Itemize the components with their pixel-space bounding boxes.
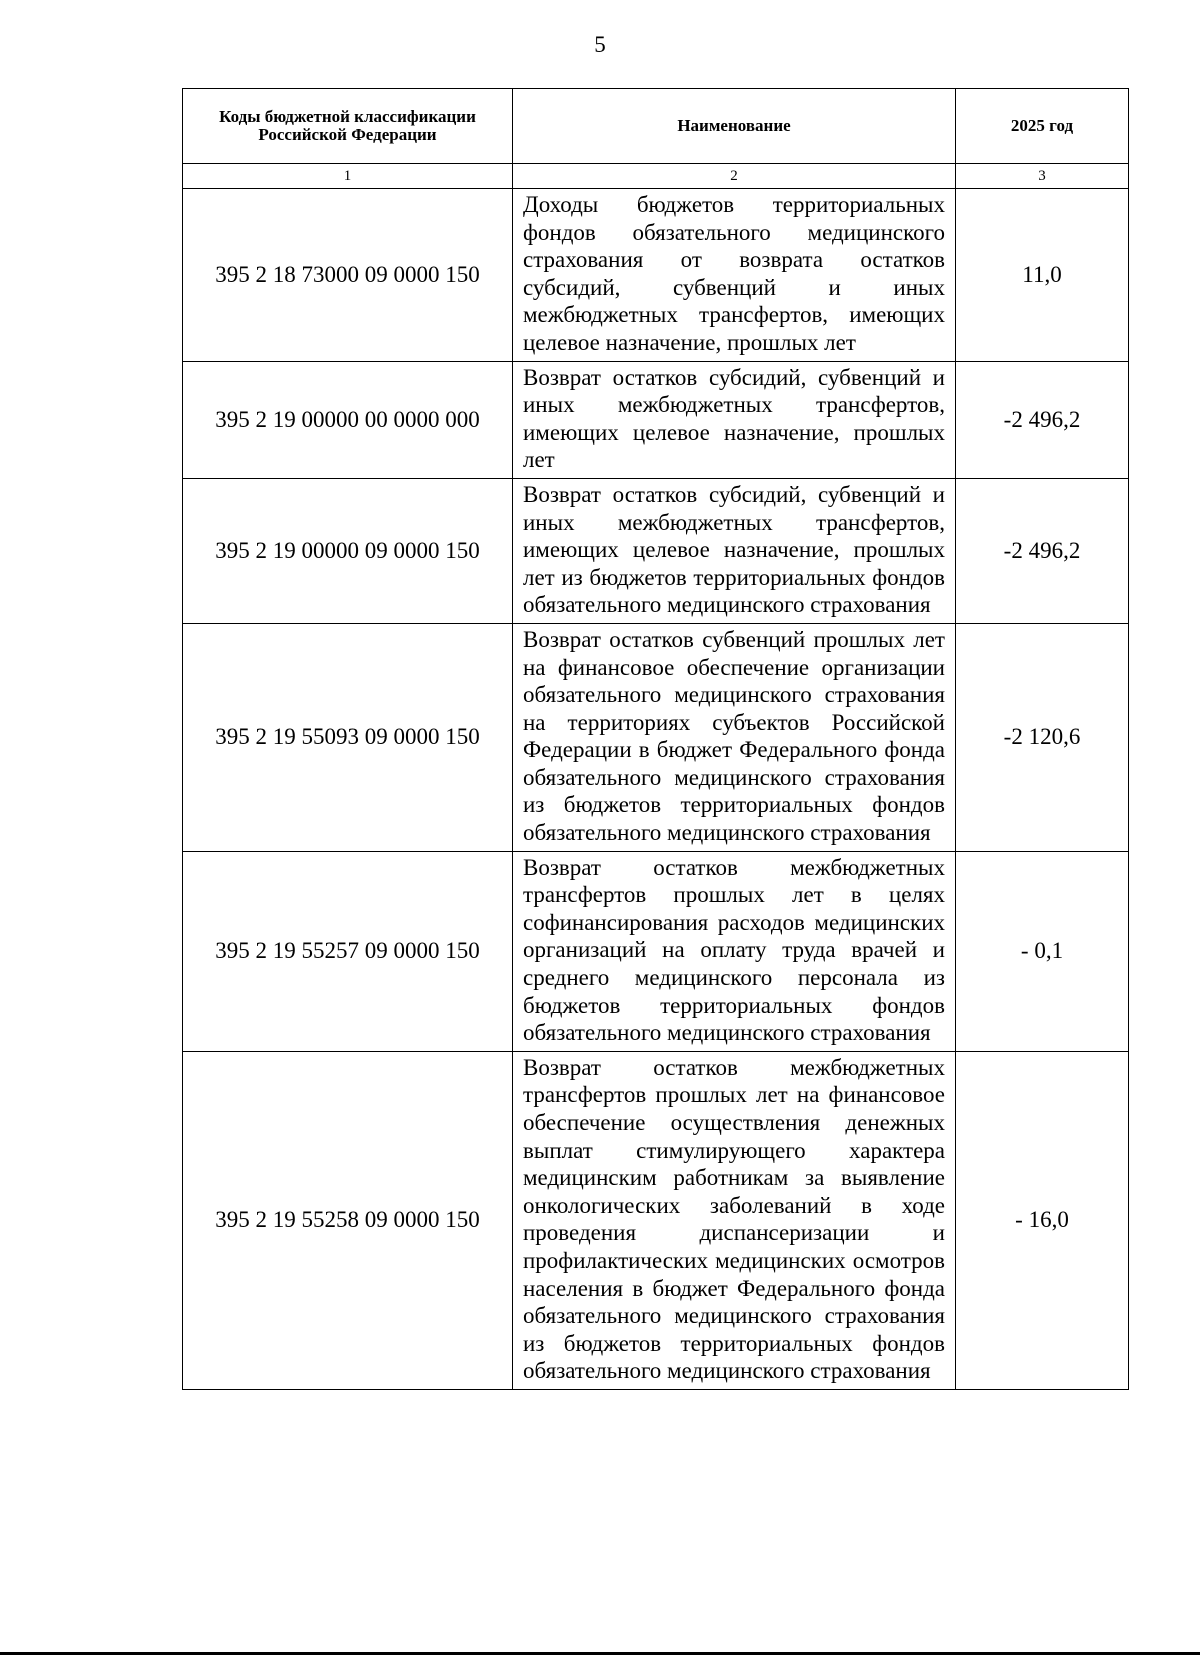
item-name: Возврат остатков межбюджетных трансфертов прошлых лет на финансовое обеспечение осуществления денежных выплат стимулирующего характера медицинским работникам за выявление онкологических заболеваний в ходе проведения диспансеризации и профилактических медицинских осмотров населения в бюджет Федерального фонда обязательного медицинского страхования из бюджетов территориальных фондов обязательного медицинского страхования [513, 1051, 956, 1389]
amount-2025: - 16,0 [956, 1051, 1129, 1389]
item-name: Возврат остатков субвенций прошлых лет на финансовое обеспечение организации обязательного медицинского страхования на территориях субъектов Российской Федерации в бюджет Федерального фонда обязательного медицинского страхования из бюджетов территориальных фондов обязательного медицинского страхования [513, 623, 956, 851]
table-row [183, 478, 1129, 623]
amount-2025: -2 120,6 [956, 623, 1129, 851]
amount-2025: 11,0 [956, 189, 1129, 362]
table-row [183, 851, 1129, 1051]
item-name: Возврат остатков субсидий, субвенций и иных межбюджетных трансфертов, имеющих целевое назначение, прошлых лет [513, 361, 956, 478]
header-name: Наименование [513, 89, 956, 164]
table-row [183, 1051, 1129, 1389]
item-name: Возврат остатков межбюджетных трансфертов прошлых лет в целях софинансирования расходов медицинских организаций на оплату труда врачей и среднего медицинского персонала из бюджетов территориальных фондов обязательного медицинского страхования [513, 851, 956, 1051]
table-row [183, 623, 1129, 851]
column-number: 2 [513, 164, 956, 189]
amount-2025: -2 496,2 [956, 478, 1129, 623]
budget-code: 395 2 19 55257 09 0000 150 [183, 851, 513, 1051]
budget-code: 395 2 18 73000 09 0000 150 [183, 189, 513, 362]
header-year: 2025 год [956, 89, 1129, 164]
amount-2025: - 0,1 [956, 851, 1129, 1051]
item-name: Возврат остатков субсидий, субвенций и иных межбюджетных трансфертов, имеющих целевое назначение, прошлых лет из бюджетов территориальных фондов обязательного медицинского страхования [513, 478, 956, 623]
budget-code: 395 2 19 55258 09 0000 150 [183, 1051, 513, 1389]
amount-2025: -2 496,2 [956, 361, 1129, 478]
table-row [183, 361, 1129, 478]
column-number-row [183, 164, 1129, 189]
budget-code: 395 2 19 00000 00 0000 000 [183, 361, 513, 478]
budget-code: 395 2 19 55093 09 0000 150 [183, 623, 513, 851]
item-name: Доходы бюджетов территориальных фондов обязательного медицинского страхования от возврата остатков субсидий, субвенций и иных межбюджетных трансфертов, имеющих целевое назначение, прошлых лет [513, 189, 956, 362]
column-number: 3 [956, 164, 1129, 189]
budget-table [182, 88, 1129, 1390]
header-codes: Коды бюджетной классификации Российской Федерации [183, 89, 513, 164]
column-number: 1 [183, 164, 513, 189]
scan-edge-line [0, 1652, 1200, 1655]
header-row [183, 89, 1129, 164]
table-row [183, 189, 1129, 362]
page-number: 5 [594, 32, 606, 57]
budget-code: 395 2 19 00000 09 0000 150 [183, 478, 513, 623]
